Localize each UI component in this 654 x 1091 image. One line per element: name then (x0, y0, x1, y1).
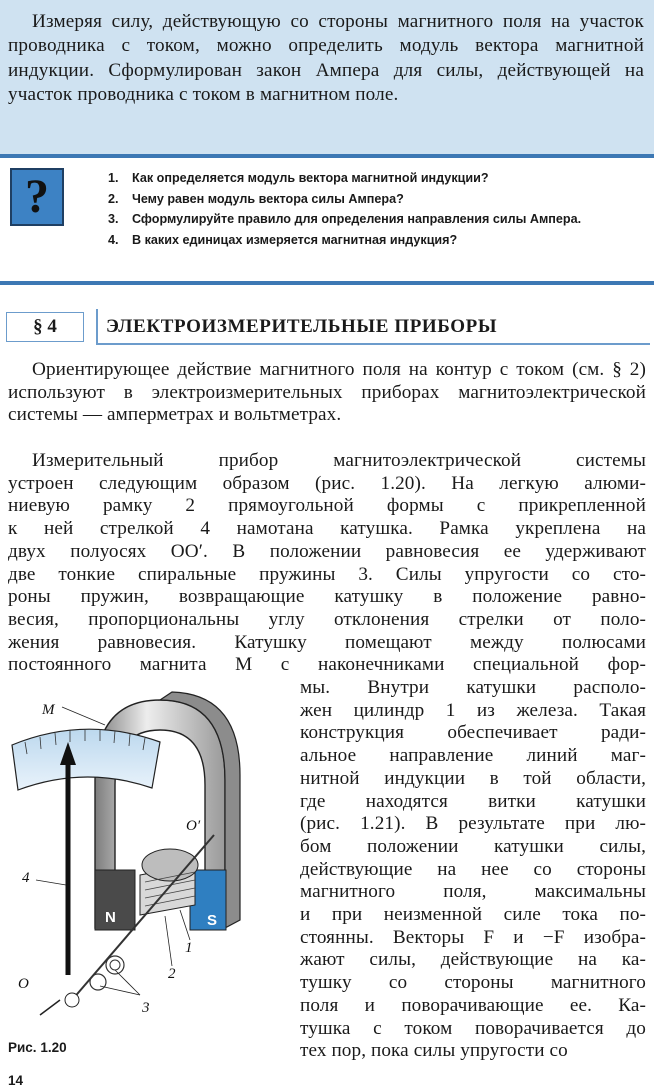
section-title: ЭЛЕКТРОИЗМЕРИТЕЛЬНЫЕ ПРИБОРЫ (106, 316, 498, 337)
label-m: M (42, 702, 55, 718)
text-line: действующие на нее со стороны (300, 858, 646, 880)
dial-scale (12, 729, 160, 790)
section-underline (96, 343, 650, 345)
question-item: 1. Как определяется модуль вектора магнитной индукции? (108, 171, 489, 185)
text-line: весия, пропорциональны углу отклонения стрелки от поло- (8, 608, 646, 630)
text-line: ниевую рамку 2 прямоугольной формы с прикрепленной (8, 495, 646, 517)
text-line: жают силы, действующие на ка- (300, 949, 646, 971)
text-line: и при неизменной силе тока по- (300, 904, 646, 925)
paragraph-1: Ориентирующее действие магнитного поля на контур с током (см. § 2) используют в электроизмерительных приборах магнитоэлектрической системы — амперметрах и вольтметрах. (8, 359, 646, 426)
text-line: альное направление линий маг- (300, 745, 646, 767)
text-line: стоянны. Векторы F и −F изобра- (300, 926, 646, 948)
question-item: 3. Сформулируйте правило для определения направления силы Ампера. (108, 212, 582, 227)
label-4: 4 (22, 870, 30, 886)
text-line: к ней стрелкой 4 намотана катушка. Рамка укреплена на (8, 518, 646, 540)
text-line: устроен следующим образом (рис. 1.20). На легкую алюми- (8, 472, 646, 494)
label-3: 3 (142, 1000, 150, 1016)
text-line: тушка с током поворачивается до (300, 1017, 646, 1039)
question-icon (10, 168, 64, 226)
figure-caption: Рис. 1.20 (8, 1040, 67, 1055)
questions-bottom-rule (0, 281, 654, 285)
summary-block (0, 0, 654, 154)
label-o-prime: O′ (186, 818, 201, 834)
label-2: 2 (168, 966, 176, 982)
text-line: жен цилиндр 1 из железа. Такая (300, 699, 646, 721)
text-line: две тонкие спиральные пружины 3. Силы упругости со сто- (8, 563, 646, 585)
text-line: жения равновесия. Катушку помещают между полюсами (8, 631, 646, 653)
text-line: бом положении катушки силы, (300, 835, 646, 857)
text-line: мы. Внутри катушки располо- (300, 677, 646, 698)
text-line: тех пор, пока силы упругости со (300, 1040, 568, 1062)
question-item: 4. В каких единицах измеряется магнитная индукция? (108, 232, 458, 247)
text-line: постоянного магнита M с наконечниками специальной фор- (8, 654, 646, 676)
questions-top-rule (0, 154, 654, 158)
iron-cylinder (142, 849, 198, 881)
page-number: 14 (8, 1073, 24, 1088)
label-1: 1 (185, 940, 193, 956)
text-line: тушку со стороны магнитного (300, 972, 646, 994)
figure-1-20 (0, 670, 300, 1055)
text-line: двух полуосях OO′. В положении равновесия ее удерживают (8, 540, 646, 562)
questions-list (108, 168, 648, 250)
question-mark-icon: ? (25, 170, 49, 223)
summary-text: Измеряя силу, действующую со стороны магнитного поля на участок проводника с током, можно определить модуль вектора магнитной индукции. Сформулирован закон Ампера для силы, действующей на участок проводника с током в магнитном поле. (8, 11, 644, 106)
pole-n-label: N (105, 909, 116, 926)
question-item: 2. Чему равен модуль вектора силы Ампера? (108, 191, 404, 206)
text-line: поля и поворачивающие ее. Ка- (300, 994, 646, 1016)
section-divider (96, 309, 98, 345)
section-number-box (6, 312, 84, 342)
pole-s-label: S (207, 912, 218, 929)
text-line: (рис. 1.21). В результате при лю- (300, 813, 646, 835)
text-line: конструкция обеспечивает ради- (300, 722, 646, 744)
text-line: где находятся витки катушки (300, 790, 646, 812)
text-line: роны пружин, возвращающие катушку в положение равно- (8, 586, 646, 608)
text-line: Измерительный прибор магнитоэлектрической системы (32, 450, 646, 471)
section-number: § 4 (33, 316, 57, 337)
text-line: магнитного поля, максимальны (300, 881, 646, 903)
label-o: O (18, 976, 29, 992)
text-line: нитной индукции в той области, (300, 767, 646, 789)
